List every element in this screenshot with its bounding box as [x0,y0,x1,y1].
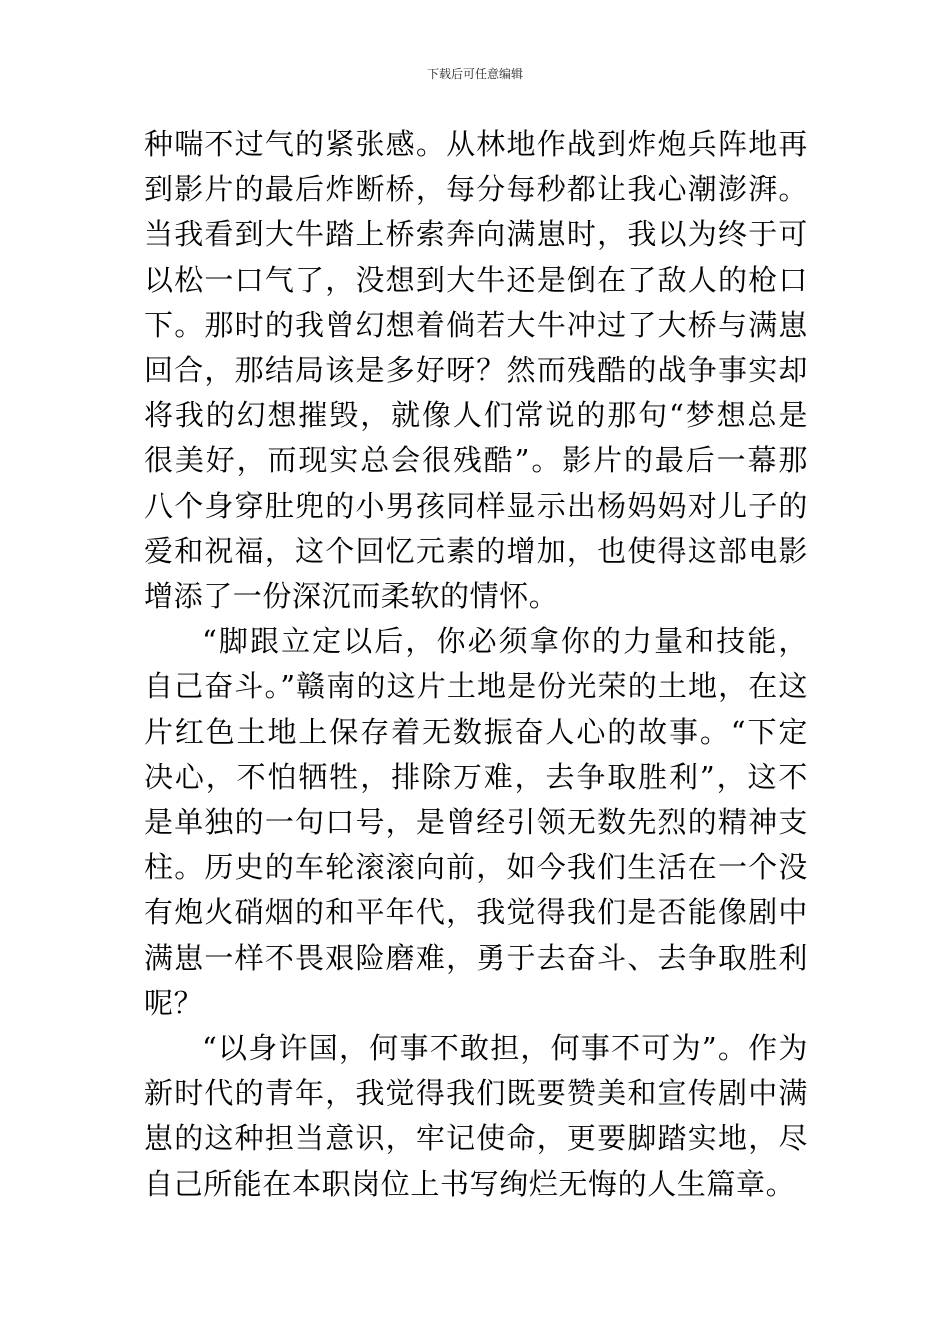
paragraph-3: “以身许国，何事不敢担，何事不可为”。作为新时代的青年，我觉得我们既要赞美和宣传剧中满崽的这种担当意识，牢记使命，更要脚踏实地，尽自己所能在本职岗位上书写绚烂无悔的人生篇章。 [144,1031,808,1201]
document-body [144,122,808,1207]
page-header: 下载后可任意编辑 [426,67,523,81]
paragraph-2: “脚跟立定以后，你必须拿你的力量和技能，自己奋斗。”赣南的这片土地是份光荣的土地，在这片红色土地上保存着无数振奋人心的故事。“下定决心，不怕牺牲，排除万难，去争取胜利”，这不是单独的一句口号，是曾经引领无数先烈的精神支柱。历史的车轮滚滚向前，如今我们生活在一个没有炮火硝烟的和平年代，我觉得我们是否能像剧中满崽一样不畏艰险磨难，勇于去奋斗、去争取胜利呢？ [144,624,808,1020]
paragraph-1: 种喘不过气的紧张感。从林地作战到炸炮兵阵地再到影片的最后炸断桥，每分每秒都让我心潮澎湃。当我看到大牛踏上桥索奔向满崽时，我以为终于可以松一口气了，没想到大牛还是倒在了敌人的枪口下。那时的我曾幻想着倘若大牛冲过了大桥与满崽回合，那结局该是多好呀？然而残酷的战争事实却将我的幻想摧毁，就像人们常说的那句“梦想总是很美好，而现实总会很残酷”。影片的最后一幕那八个身穿肚兜的小男孩同样显示出杨妈妈对儿子的爱和祝福，这个回忆元素的增加，也使得这部电影增添了一份深沉而柔软的情怀。 [144,127,808,614]
